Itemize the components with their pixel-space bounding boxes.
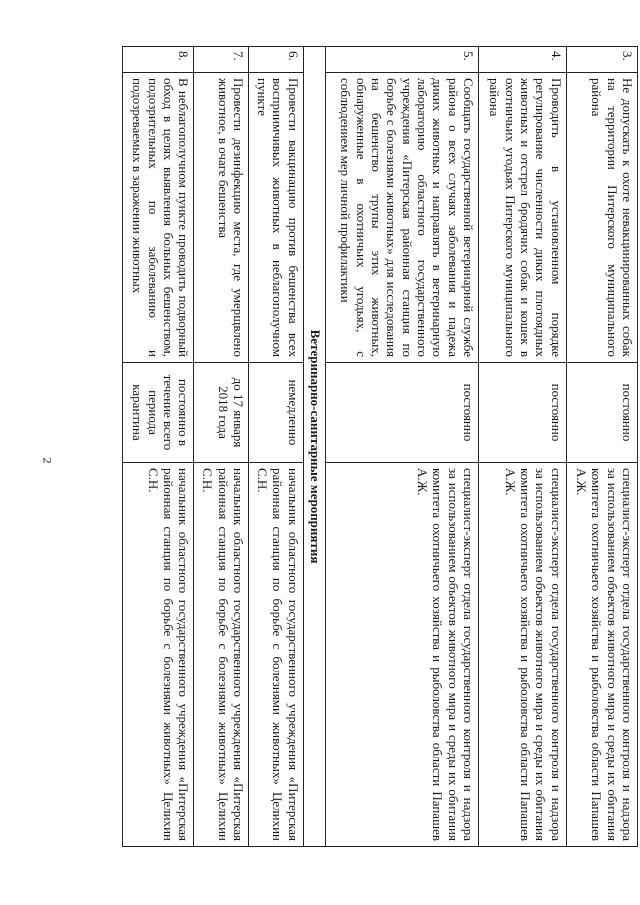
row-number: 4.	[479, 47, 567, 73]
section-title: Ветеринарно-санитарные мероприятия	[303, 47, 325, 847]
measures-table-wrapper	[122, 46, 638, 846]
table-row	[479, 47, 567, 847]
row-number: 6.	[249, 47, 304, 73]
row-action: В неблагополучном пункте проводить подворный обход в целях выявления больных бешенством, подозрительных по заболеванию и подозреваемых в заражении животных	[123, 73, 194, 363]
row-responsible: специалист-эксперт отдела государственного контроля и надзора за использованием объектов животного мира и среды их обитания комитета охотничьего хозяйства и рыболовства области Папашев А.Ж.	[325, 463, 479, 847]
table-row	[194, 47, 249, 847]
row-action: Провести дезинфекцию места, где умерщвлено животное, в очаге бешенства	[194, 73, 249, 363]
row-action: Проводить в установленном порядке регулирование численности диких плотоядных животных и отстрел бродячих собак и кошек в охотничьих угодьях Питерского муниципального района	[479, 73, 567, 363]
row-number: 7.	[194, 47, 249, 73]
page-number: 2	[40, 457, 55, 464]
row-responsible: начальник областного государственного учреждения «Питерская районная станция по борьбе с болезнями животных» Целихин С.Н.	[123, 463, 194, 847]
row-term: постоянно	[566, 363, 637, 463]
row-action: Провести вакцинацию против бешенства всех восприимчивых животных в неблагополучном пункте	[249, 73, 304, 363]
row-responsible: начальник областного государственного учреждения «Питерская районная станция по борьбе с болезнями животных» Целихин С.Н.	[194, 463, 249, 847]
row-responsible: начальник областного государственного учреждения «Питерская районная станция по борьбе с болезнями животных» Целихин С.Н.	[249, 463, 304, 847]
row-term: постоянно	[325, 363, 479, 463]
row-term: постоянно в течение всего периода карантина	[123, 363, 194, 463]
section-header-row	[303, 47, 325, 847]
row-term: до 17 января 2018 года	[194, 363, 249, 463]
table-row	[123, 47, 194, 847]
row-responsible: специалист-эксперт отдела государственного контроля и надзора за использованием объектов животного мира и среды их обитания комитета охотничьего хозяйства и рыболовства области Папашев А.Ж.	[566, 463, 637, 847]
row-number: 3.	[566, 47, 637, 73]
row-action: Не допускать к охоте невакцинированных собак на территории Питерского муниципального района	[566, 73, 637, 363]
row-action: Сообщать государственной ветеринарной службе района о всех случаях заболевания и падежа диких животных и направлять в ветеринарную лабораторию областного государственного учреждения «Питерская районная станция по борьбе с болезнями животных» для исследования на бешенство трупы этих животных, обнаруженные в охотничьих угодьях, с соблюдением мер личной профилактики	[325, 73, 479, 363]
row-term: постоянно	[479, 363, 567, 463]
row-number: 8.	[123, 47, 194, 73]
measures-table	[122, 46, 638, 847]
table-row	[566, 47, 637, 847]
row-term: немедленно	[249, 363, 304, 463]
table-row	[249, 47, 304, 847]
row-responsible: специалист-эксперт отдела государственного контроля и надзора за использованием объектов животного мира и среды их обитания комитета охотничьего хозяйства и рыболовства области Папашев А.Ж.	[479, 463, 567, 847]
row-number: 5.	[325, 47, 479, 73]
table-row	[325, 47, 479, 847]
